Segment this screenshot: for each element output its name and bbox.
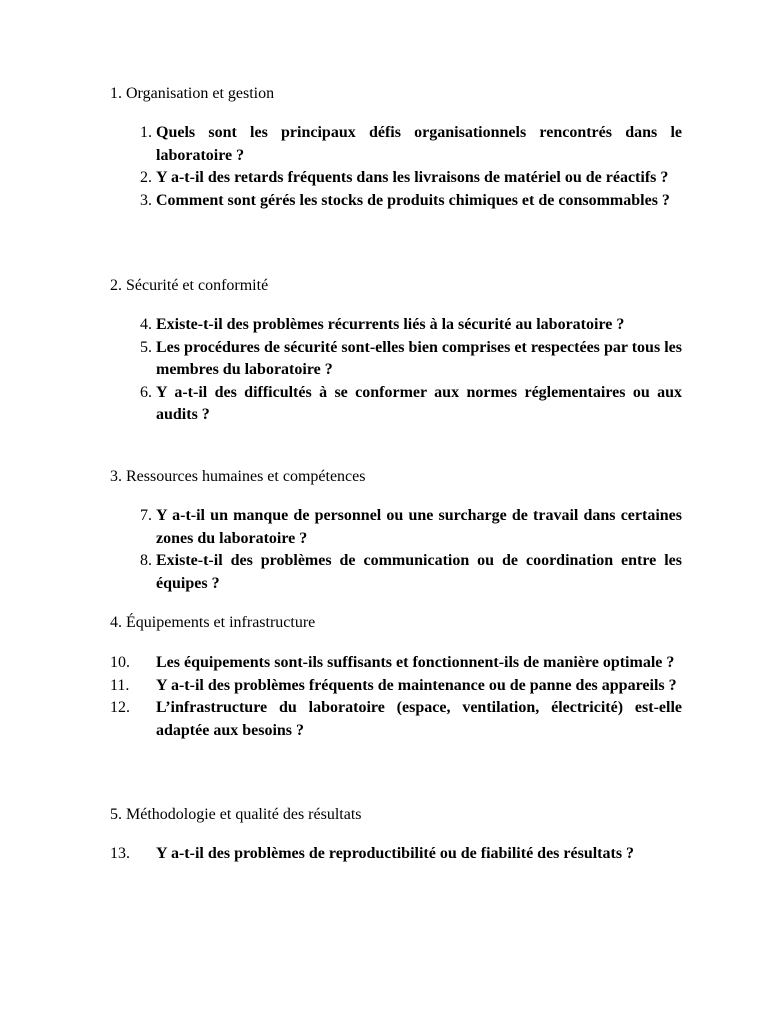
question-text: Y a-t-il des problèmes de reproductibilité ou de fiabilité des résultats ? [156,845,635,862]
question-text: Les équipements sont-ils suffisants et fonctionnent-ils de manière optimale ? [156,654,675,671]
question-number: 6. [140,383,152,401]
question-text: Quels sont les principaux défis organisationnels rencontrés dans le laboratoire ? [156,124,682,164]
question-list-1 [110,122,682,212]
question-text: Y a-t-il des difficultés à se conformer aux normes réglementaires ou aux audits ? [156,383,682,423]
question-number: 8. [140,552,152,569]
question-text: Existe-t-il des problèmes de communication ou de coordination entre les équipes ? [156,552,682,592]
question-item [110,505,682,550]
question-number: 2. [140,169,152,186]
section-number: 5. [110,806,122,823]
question-item [110,675,682,698]
question-item [110,337,682,382]
question-number: 1. [140,124,152,141]
section-heading-1 [110,83,682,105]
question-text: Y a-t-il des retards fréquents dans les livraisons de matériel ou de réactifs ? [156,169,669,186]
question-item [110,697,682,742]
section-heading-4 [110,612,682,634]
section-title: Méthodologie et qualité des résultats [126,806,362,823]
question-item [110,190,682,213]
question-text: Existe-t-il des problèmes récurrents liés à la sécurité au laboratoire ? [156,316,625,333]
question-text: Y a-t-il des problèmes fréquents de maintenance ou de panne des appareils ? [156,676,677,694]
question-number: 11. [110,676,130,694]
question-text: Y a-t-il un manque de personnel ou une surcharge de travail dans certaines zones du laboratoire ? [156,507,682,547]
question-list-4 [110,652,682,742]
question-number: 3. [140,191,152,209]
section-title: Organisation et gestion [126,85,275,102]
section-title: Équipements et infrastructure [126,614,316,631]
section-heading-5 [110,804,682,826]
question-item [110,382,682,427]
question-item [110,550,682,595]
question-item [110,652,682,675]
section-heading-3 [110,466,682,488]
question-item [110,314,682,337]
question-list-2 [110,314,682,427]
question-item [110,167,682,190]
question-item [110,122,682,167]
section-heading-2 [110,275,682,297]
question-item [110,843,682,866]
question-list-3 [110,505,682,595]
question-number: 13. [110,845,130,862]
question-number: 5. [140,338,152,356]
question-number: 12. [110,699,130,716]
question-number: 4. [140,316,152,333]
question-text: Les procédures de sécurité sont-elles bien comprises et respectées par tous les membres du laboratoire ? [156,338,682,378]
section-title: Ressources humaines et compétences [126,468,366,485]
section-number: 1. [110,85,122,102]
question-text: Comment sont gérés les stocks de produits chimiques et de consommables ? [156,191,670,209]
section-number: 4. [110,614,122,631]
question-list-5 [110,843,682,866]
section-title: Sécurité et conformité [126,277,269,294]
question-number: 10. [110,654,130,671]
section-number: 3. [110,468,122,485]
section-number: 2. [110,277,122,294]
question-number: 7. [140,507,152,524]
question-text: L’infrastructure du laboratoire (espace, ventilation, électricité) est-elle adaptée aux besoins ? [156,699,682,739]
